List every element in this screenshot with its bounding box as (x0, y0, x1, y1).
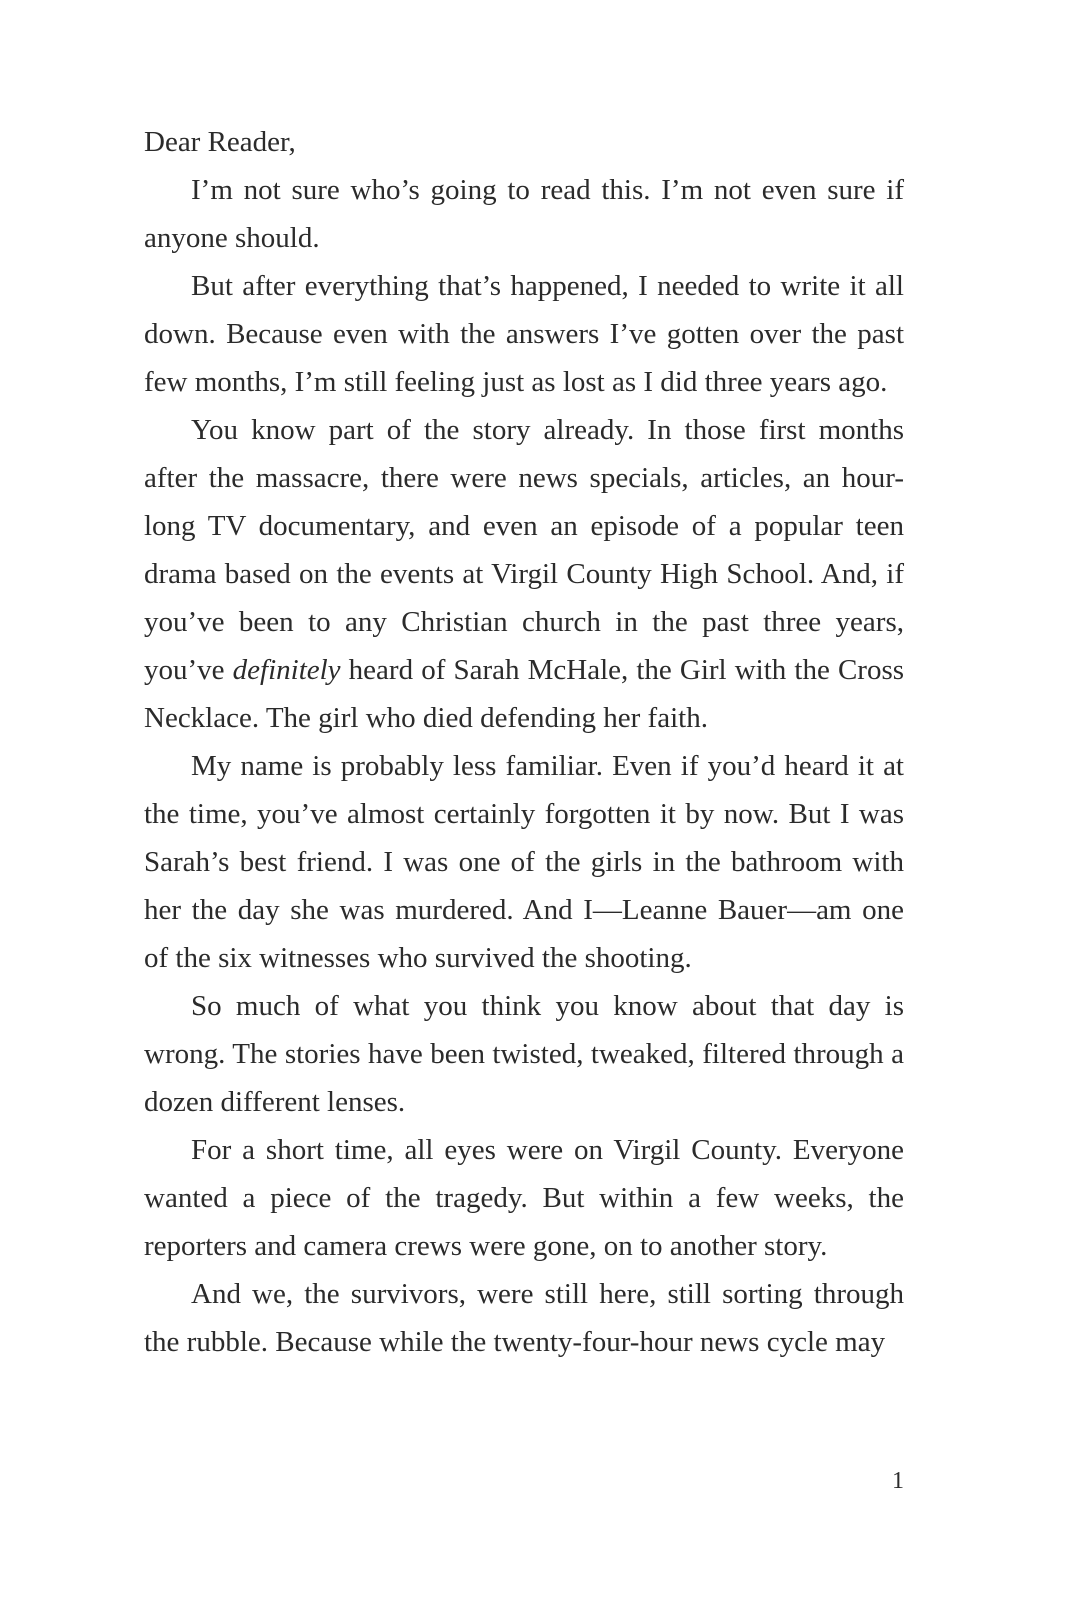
emphasized-word: definitely (232, 654, 341, 686)
paragraph-3-text-before: You know part of the story already. In those first months after the massacre, there were news specials, articles, an hour-long TV documentary, and even an episode of a popular teen drama based on the events at Virgil County High School. And, if you’ve been to any Christian church in the past three years, you’ve (144, 414, 904, 686)
paragraph-3-text-after: heard of Sarah McHale, the Girl with the Cross Necklace. The girl who died defending her faith. (144, 654, 905, 734)
paragraph-7: And we, the survivors, were still here, still sorting through the rubble. Because while the twenty-four-hour news cycle may (144, 1278, 904, 1358)
paragraph-6: For a short time, all eyes were on Virgil County. Everyone wanted a piece of the tragedy. But within a few weeks, the reporters and camera crews were gone, on to another story. (144, 1134, 904, 1262)
paragraph-5: So much of what you think you know about that day is wrong. The stories have been twisted, tweaked, filtered through a dozen different lenses. (144, 990, 904, 1118)
page-number: 1 (892, 1468, 904, 1494)
salutation: Dear Reader, (144, 126, 296, 158)
letter-body (144, 118, 904, 1366)
paragraph-4: My name is probably less familiar. Even if you’d heard it at the time, you’ve almost certainly forgotten it by now. But I was Sarah’s best friend. I was one of the girls in the bathroom with her the day she was murdered. And I—Leanne Bauer—am one of the six witnesses who survived the shooting. (144, 750, 904, 974)
paragraph-2: But after everything that’s happened, I needed to write it all down. Because even with the answers I’ve gotten over the past few months, I’m still feeling just as lost as I did three years ago. (144, 270, 904, 398)
paragraph-1: I’m not sure who’s going to read this. I’m not even sure if anyone should. (144, 174, 904, 254)
paragraph-3 (144, 406, 904, 742)
